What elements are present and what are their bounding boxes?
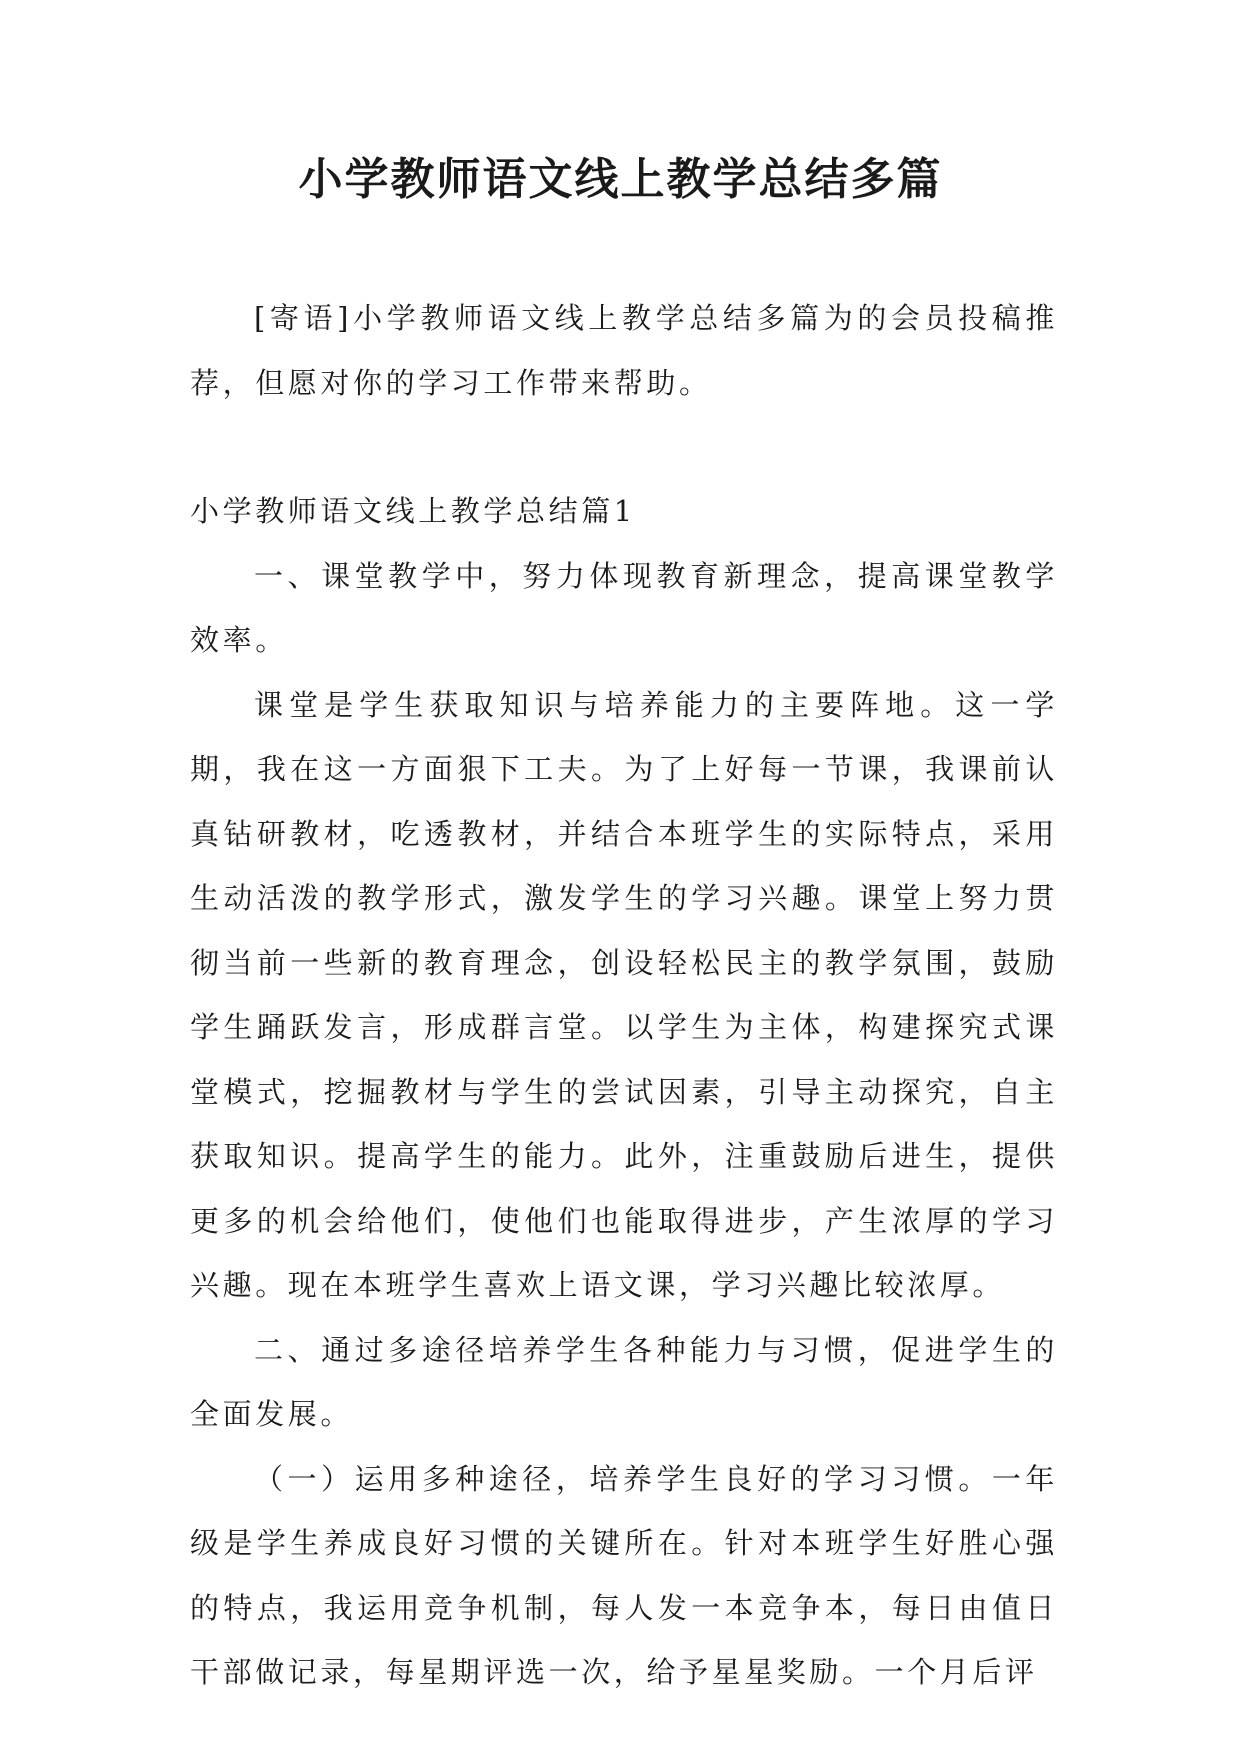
document-body	[190, 286, 1058, 1705]
section-heading: 小学教师语文线上教学总结篇1	[190, 494, 636, 528]
body-paragraph: 二、通过多途径培养学生各种能力与习惯，促进学生的全面发展。	[190, 1332, 1058, 1431]
body-paragraph: 一、课堂教学中，努力体现教育新理念，提高课堂教学效率。	[190, 558, 1058, 657]
paragraph-spacer	[190, 415, 1058, 479]
body-paragraph: （一）运用多种途径，培养学生良好的学习习惯。一年级是学生养成良好习惯的关键所在。针对本班学生好胜心强的特点，我运用竞争机制，每人发一本竞争本，每日由值日干部做记录，每星期评选一次，给予星星奖励。一个月后评	[190, 1461, 1058, 1689]
intro-paragraph: [寄语]小学教师语文线上教学总结多篇为的会员投稿推荐，但愿对你的学习工作带来帮助。	[190, 301, 1058, 400]
document-title: 小学教师语文线上教学总结多篇	[298, 154, 943, 205]
body-paragraph: 课堂是学生获取知识与培养能力的主要阵地。这一学期，我在这一方面狠下工夫。为了上好每一节课，我课前认真钻研教材，吃透教材，并结合本班学生的实际特点，采用生动活泼的教学形式，激发学生的学习兴趣。课堂上努力贯彻当前一些新的教育理念，创设轻松民主的教学氛围，鼓励学生踊跃发言，形成群言堂。以学生为主体，构建探究式课堂模式，挖掘教材与学生的尝试因素，引导主动探究，自主获取知识。提高学生的能力。此外，注重鼓励后进生，提供更多的机会给他们，使他们也能取得进步，产生浓厚的学习兴趣。现在本班学生喜欢上语文课，学习兴趣比较浓厚。	[190, 687, 1058, 1302]
